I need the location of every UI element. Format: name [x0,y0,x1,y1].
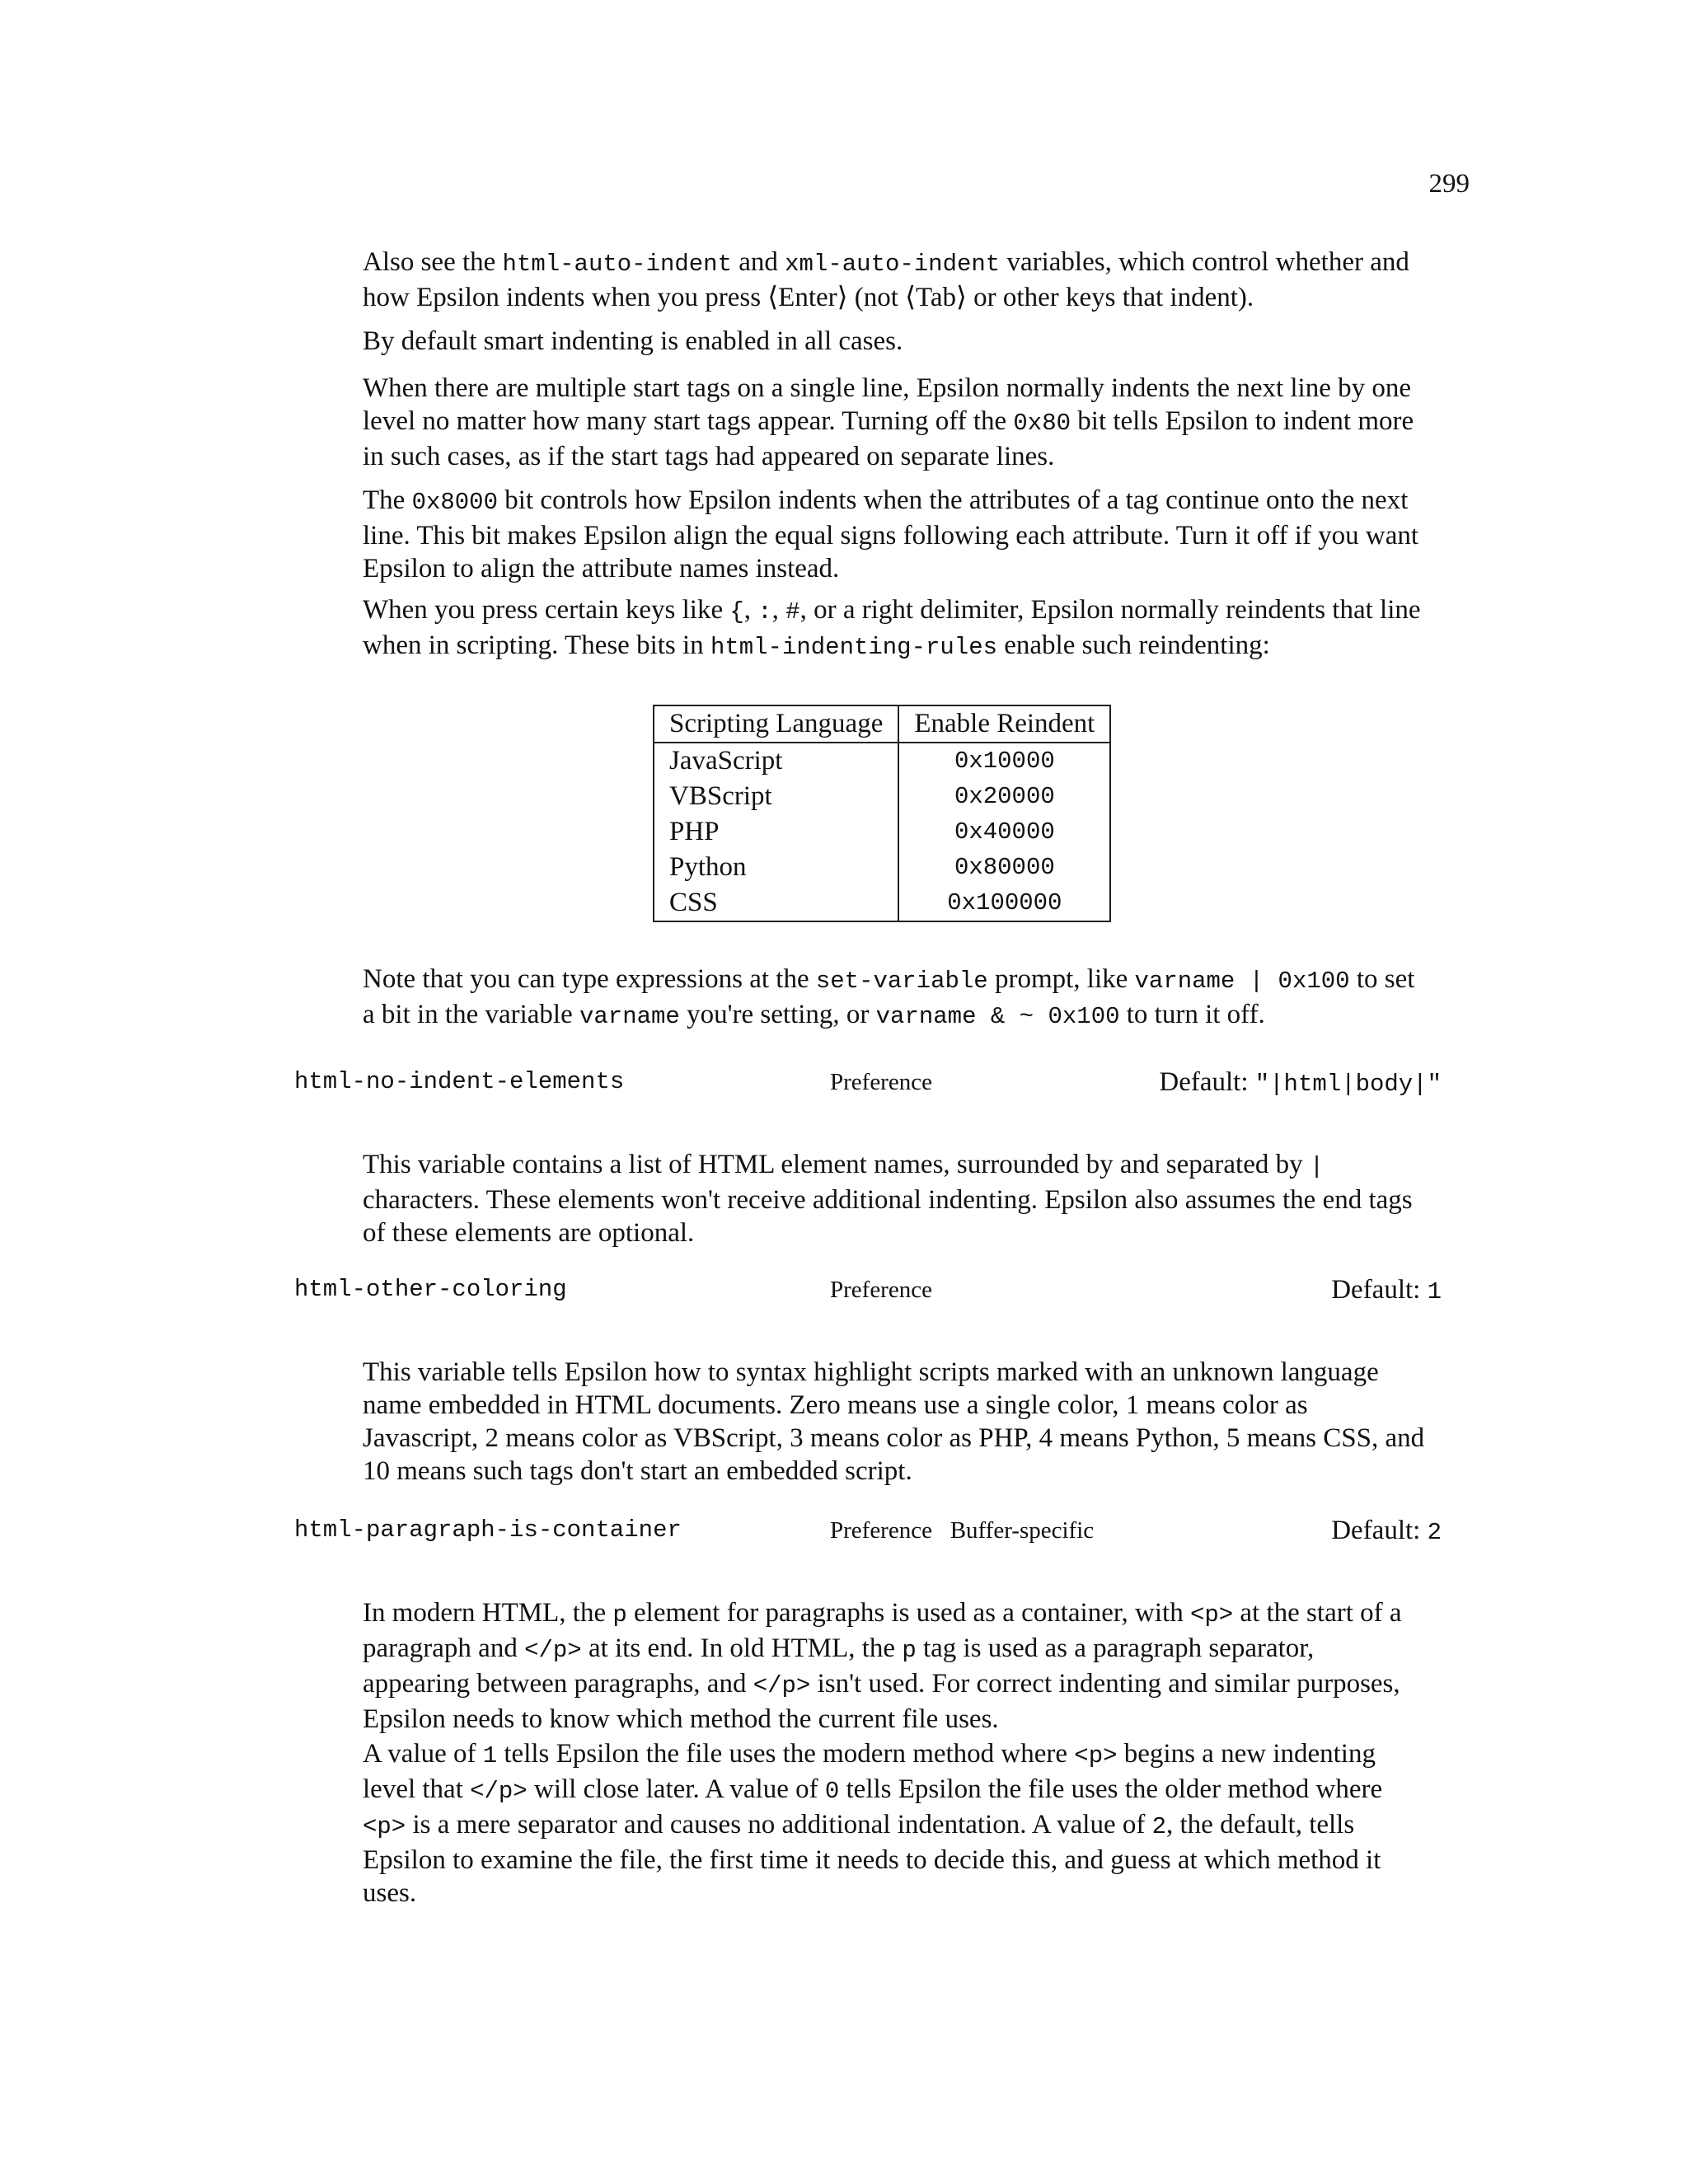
text: variables, which control whether and how Epsilon indents when you press ⟨Enter⟩ (not ⟨Tab⟩ or other keys that indent). [363,247,1409,312]
code: html-auto-indent [502,251,732,278]
text: Note that you can type expressions at the [363,964,816,994]
code: </p> [753,1672,811,1699]
value-cell: 0x80000 [954,854,1055,881]
variable-name: html-paragraph-is-container [294,1516,682,1544]
table-row [654,779,1110,814]
variable-kind: Preference [830,1277,932,1303]
language-cell: PHP [654,814,898,850]
table-row [654,850,1110,885]
code: </p> [470,1778,528,1805]
text: to set a bit in the variable [363,964,1415,1029]
variable-name: html-no-indent-elements [294,1068,625,1095]
language-cell: VBScript [654,779,898,814]
text: This variable contains a list of HTML element names, surrounded by and separated by [363,1150,1310,1179]
value-cell: 0x20000 [954,783,1055,810]
default-value: "|html|body|" [1254,1071,1442,1098]
intro-paragraph-1 [363,246,1426,314]
code: : [757,598,772,626]
text: Also see the [363,247,503,277]
code: set-variable [815,968,988,995]
text: In modern HTML, the [363,1598,613,1628]
text: The [363,485,412,515]
value-cell: 0x10000 [954,748,1055,775]
text: is a mere separator and causes no additional indentation. A value of [406,1810,1152,1840]
variable-description-html-paragraph-is-container-1 [363,1596,1426,1736]
text: characters. These elements won't receive additional indenting. Epsilon also assumes the end tags of these elements are optional. [363,1185,1413,1248]
code: 1 [482,1742,498,1769]
intro-paragraph-4 [363,484,1426,585]
language-cell: CSS [654,885,898,921]
text: , the default, tells Epsilon to examine the file, the first time it needs to decide this, and guess at which method it uses. [363,1810,1381,1908]
intro-paragraph-2: By default smart indenting is enabled in all cases. [363,326,903,356]
text: tag is used as a paragraph separator, appearing between paragraphs, and [363,1633,1315,1699]
table-row [654,885,1110,921]
variable-default [1159,1066,1442,1101]
intro-paragraph-3 [363,372,1426,473]
table-header-row [654,705,1110,743]
text: bit controls how Epsilon indents when the attributes of a tag continue onto the next line. This bit makes Epsilon align the equal signs following each attribute. Turn it off if you want Epsilon to align the attribute names instead. [363,485,1419,583]
intro-paragraph-5 [363,593,1426,664]
variable-default [1331,1514,1442,1549]
code: p [902,1637,917,1664]
text: enable such reindenting: [997,630,1270,660]
default-label: Default: [1331,1516,1428,1545]
table-row [654,743,1110,779]
code: <p> [363,1813,406,1840]
text: , [743,595,758,625]
text: tells Epsilon the file uses the modern method where [497,1739,1075,1769]
variable-name: html-other-coloring [294,1276,567,1303]
language-cell: Python [654,850,898,885]
code: xml-auto-indent [785,251,1001,278]
text: isn't used. For correct indenting and similar purposes, Epsilon needs to know which method the current file uses. [363,1669,1400,1734]
variable-heading-html-paragraph-is-container [294,1514,1442,1547]
text: prompt, like [987,964,1135,994]
default-value: 1 [1427,1278,1442,1305]
text: A value of [363,1739,483,1769]
code: p [612,1601,627,1629]
default-label: Default: [1159,1067,1255,1097]
code: | [1309,1153,1325,1180]
code: varname | 0x100 [1134,968,1350,995]
variable-default [1331,1273,1442,1309]
code: html-indenting-rules [710,634,997,661]
text: will close later. A value of [527,1774,825,1804]
text: begins a new indenting level that [363,1739,1376,1804]
variable-kind: Preference Buffer-specific [830,1517,1095,1544]
table-row [654,814,1110,850]
text: , or a right delimiter, Epsilon normally reindents that line when in scripting. These bits in [363,595,1421,660]
code: { [729,598,744,626]
code: 0x80 [1013,410,1071,437]
code: varname & ~ 0x100 [875,1003,1120,1030]
code: <p> [1189,1601,1234,1629]
column-header-reindent: Enable Reindent [898,705,1110,743]
value-cell: 0x100000 [947,889,1062,916]
variable-description-html-no-indent-elements [363,1148,1426,1249]
variable-description-html-paragraph-is-container-2 [363,1737,1426,1910]
text: to turn it off. [1119,1000,1265,1029]
code: 2 [1151,1813,1167,1840]
default-label: Default: [1331,1275,1428,1305]
code: 0x8000 [411,489,498,516]
text: tells Epsilon the file uses the older method where [839,1774,1383,1804]
text: you're setting, or [679,1000,876,1029]
page-number: 299 [1428,169,1470,199]
text: When you press certain keys like [363,595,730,625]
default-value: 2 [1427,1519,1442,1546]
text: bit tells Epsilon to indent more in such cases, as if the start tags had appeared on separate lines. [363,406,1414,471]
text: element for paragraphs is used as a container, with [626,1598,1190,1628]
variable-kind: Preference [830,1069,932,1095]
code: varname [579,1003,680,1030]
text: at its end. In old HTML, the [581,1633,903,1663]
code: 0 [824,1778,840,1805]
text: and [732,247,785,277]
code: </p> [524,1637,582,1664]
note-paragraph [363,963,1426,1033]
language-cell: JavaScript [654,743,898,779]
text: , [771,595,786,625]
text: When there are multiple start tags on a single line, Epsilon normally indents the next line by one level no matter how many start tags appear. Turning off the [363,373,1412,436]
variable-heading-html-other-coloring [294,1273,1442,1306]
reindent-table [653,705,1111,922]
text: at the start of a paragraph and [363,1598,1402,1663]
code: # [785,598,800,626]
variable-heading-html-no-indent-elements [294,1066,1442,1099]
column-header-language: Scripting Language [654,705,898,743]
value-cell: 0x40000 [954,818,1055,846]
code: <p> [1074,1742,1118,1769]
variable-description-html-other-coloring: This variable tells Epsilon how to syntax highlight scripts marked with an unknown language name embedded in HTML documents. Zero means use a single color, 1 means color as Javascript, 2 means color as VBScript, 3 means color as PHP, 4 means Python, 5 means CSS, and 10 means such tags don't start an embedded script. [363,1357,1425,1486]
